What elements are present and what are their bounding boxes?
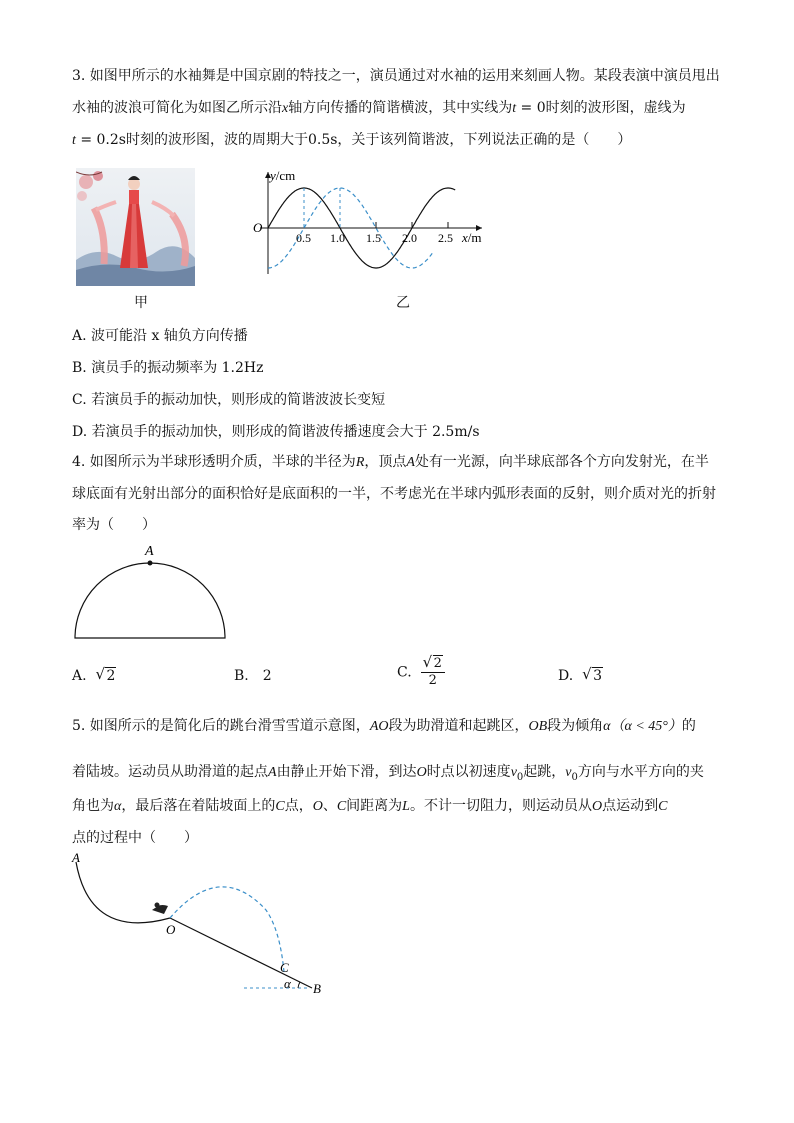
label-b: B: [313, 981, 321, 996]
skier-icon: [152, 905, 168, 914]
skier-head: [155, 903, 160, 908]
q5-line-2: [72, 762, 704, 788]
q4-line-1: [72, 452, 709, 473]
q5-text: 起跳，: [523, 764, 566, 780]
q4-var-a: A: [406, 455, 415, 470]
q5-text: 着陆坡。运动员从助滑道的起点: [72, 764, 268, 780]
label-alpha: α: [284, 976, 291, 991]
q4-text: ，顶点: [364, 454, 407, 470]
wave-graph: [250, 164, 510, 284]
q5-var: A: [268, 765, 277, 780]
sqrt-expr: [582, 666, 603, 686]
radicand: 2: [433, 656, 442, 671]
q5-var: v: [565, 765, 572, 780]
q3-line-2-part: 水袖的波浪可简化为如图乙所示沿: [72, 100, 282, 116]
origin-label: O: [253, 220, 263, 235]
q5-line-4: 点的过程中（ ）: [72, 830, 198, 846]
q5-text: 时点以初速度: [426, 764, 511, 780]
radicand: 2: [106, 668, 116, 684]
q3-line-1: 3. 如图甲所示的水袖舞是中国京剧的特技之一，演员通过对水袖的运用来刻画人物。某段表演中演员甩出: [72, 68, 720, 84]
sqrt-sign: √: [582, 665, 592, 683]
q5-text: ，最后落在着陆坡面上的: [121, 798, 276, 814]
q3-option-b[interactable]: B. 演员手的振动频率为 1.2Hz: [72, 360, 264, 376]
label-o: O: [166, 922, 176, 937]
q4-line-2: 球底面有光射出部分的面积恰好是底面积的一半，不考虑光在半球内弧形表面的反射，则介质对光的折射: [72, 486, 716, 502]
q5-var: OB: [528, 719, 548, 734]
q5-sub: 0: [571, 771, 578, 783]
q3-var-t: t: [72, 133, 76, 148]
q5-var: v: [510, 765, 517, 780]
dancer-photo: [76, 168, 195, 286]
option-letter: D.: [558, 668, 574, 684]
q3-option-c[interactable]: C. 若演员手的振动加快，则形成的简谐波波长变短: [72, 392, 386, 408]
sqrt-expr: [422, 653, 443, 672]
caption-yi: 乙: [396, 295, 410, 311]
label-c: C: [280, 960, 289, 975]
caption-jia: 甲: [134, 295, 148, 311]
hemisphere-diagram: [70, 538, 230, 642]
q3-line-2: [72, 98, 686, 119]
sqrt-expr: [95, 666, 116, 686]
q5-var: C: [658, 799, 668, 814]
q5-var: L: [402, 799, 410, 814]
denominator: 2: [428, 673, 437, 688]
point-a-label: A: [145, 544, 154, 559]
fraction: [421, 653, 445, 689]
q5-var: O: [591, 799, 603, 814]
q5-var: AO: [369, 719, 389, 734]
tick-label: 2.0: [402, 231, 417, 245]
q5-text: 间距离为: [346, 798, 403, 814]
q5-text: 点，: [284, 798, 313, 814]
tick-label: 1.5: [366, 231, 381, 245]
q5-line-1: [72, 716, 696, 737]
radicand: 3: [593, 668, 603, 684]
q3-var-t: t: [512, 101, 517, 116]
inrun-curve: [76, 862, 170, 923]
q4-text: 4. 如图所示为半球形透明介质，半球的半径为: [72, 454, 356, 470]
q5-text: 段为助滑道和起跳区，: [388, 718, 529, 734]
q5-var: C: [275, 799, 285, 814]
q4-text: 处有一光源，向半球底部各个方向发射光，在半: [414, 454, 709, 470]
q5-text: 段为倾角: [547, 718, 604, 734]
q5-text: 、: [322, 798, 337, 814]
q5-line-3: [72, 796, 667, 817]
q3-option-d[interactable]: D. 若演员手的振动加快，则形成的简谐波传播速度会大于 2.5m/s: [72, 424, 480, 440]
q5-var: C: [336, 799, 347, 814]
sqrt-sign: √: [422, 653, 433, 671]
q3-var-x: x: [282, 101, 289, 116]
tick-label: 1.0: [330, 231, 345, 245]
q5-text: 。不计一切阻力，则运动员从: [409, 798, 592, 814]
label-a: A: [72, 850, 80, 865]
numerator: [421, 653, 445, 673]
q4-option-d[interactable]: [558, 666, 603, 686]
q3-line-2-part: 轴方向传播的简谐横波，其中实线为: [288, 100, 513, 116]
q5-text: 方向与水平方向的夹: [577, 764, 704, 780]
angle-arc: [298, 982, 300, 988]
q5-var: O: [416, 765, 427, 780]
q5-sub: 0: [516, 771, 524, 783]
q5-text: 的: [681, 718, 696, 734]
sqrt-sign: √: [95, 665, 106, 683]
x-axis-label: x/m: [462, 230, 482, 245]
q5-text: 点运动到: [602, 798, 659, 814]
tick-label: 0.5: [296, 231, 311, 245]
hemisphere-outline: [75, 563, 225, 638]
q3-line-3-part: = 0.2s时刻的波形图，波的周期大于0.5s，关于该列简谐波，下列说法正确的是（ ）: [75, 132, 632, 148]
q3-line-2-part: = 0时刻的波形图，虚线为: [516, 100, 686, 116]
trajectory: [170, 887, 284, 972]
ski-jump-diagram: [70, 850, 340, 1000]
q3-option-a[interactable]: A. 波可能沿 x 轴负方向传播: [72, 328, 248, 344]
q5-text: 5. 如图所示的是简化后的跳台滑雪雪道示意图，: [72, 718, 370, 734]
y-axis-label: y/cm: [270, 168, 296, 183]
option-letter: A.: [72, 668, 87, 684]
q5-text: 由静止开始下滑，到达: [276, 764, 417, 780]
tick-label: 2.5: [438, 231, 453, 245]
q4-option-c[interactable]: [397, 653, 445, 689]
light-source-point: [148, 561, 153, 566]
q5-var: O: [312, 799, 323, 814]
q3-line-3: [72, 130, 631, 151]
q5-var: α: [114, 799, 122, 814]
dancer-illustration: [76, 168, 195, 286]
q4-option-b[interactable]: B. 2: [234, 668, 272, 684]
q4-line-3: 率为（ ）: [72, 517, 156, 533]
q4-option-a[interactable]: [72, 666, 116, 686]
q5-var: α（α < 45°）: [603, 719, 682, 734]
q5-text: 角也为: [72, 798, 114, 814]
q4-var-r: R: [355, 455, 365, 470]
option-letter: C.: [397, 664, 412, 681]
